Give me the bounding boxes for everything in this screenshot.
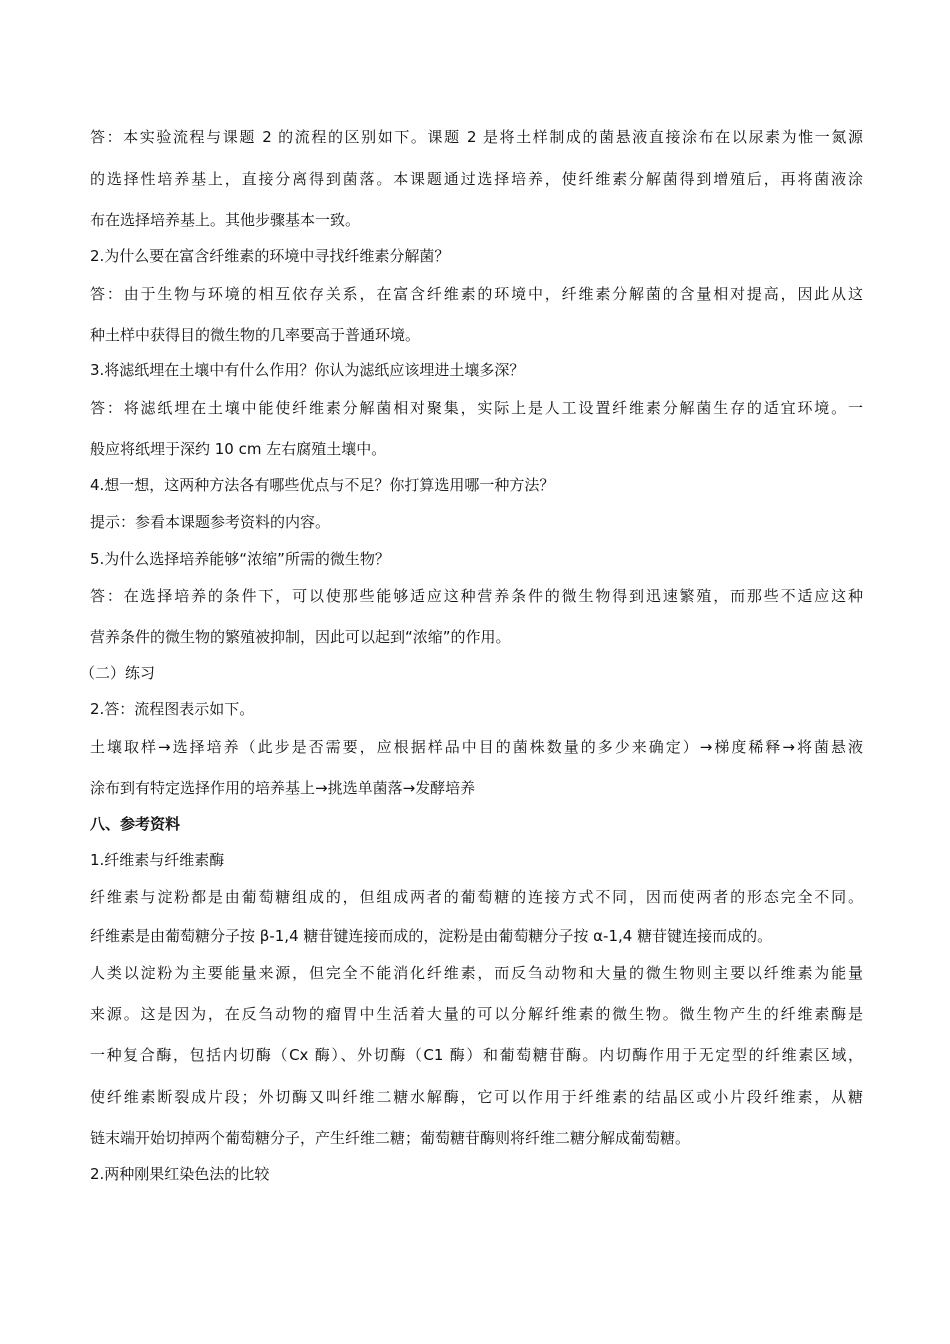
answer-3-line-2: 般应将纸埋于深约 10 cm 左右腐殖土壤中。: [90, 440, 387, 458]
reference-1-p2-line-4: 使纤维素断裂成片段；外切酶又叫纤维二糖水解酶，它可以作用于纤维素的结晶区或小片段纤维素，从糖: [90, 1088, 863, 1106]
answer-1-line-1: 答：本实验流程与课题 2 的流程的区别如下。课题 2 是将土样制成的菌悬液直接涂布在以尿素为惟一氮源: [90, 128, 863, 146]
reference-1-p2-line-2: 来源。这是因为，在反刍动物的瘤胃中生活着大量的可以分解纤维素的微生物。微生物产生的纤维素酶是: [90, 1005, 863, 1023]
reference-1-p2-line-5: 链末端开始切掉两个葡萄糖分子，产生纤维二糖；葡萄糖苷酶则将纤维二糖分解成葡萄糖。: [90, 1129, 691, 1147]
answer-2-line-1: 答：由于生物与环境的相互依存关系，在富含纤维素的环境中，纤维素分解菌的含量相对提高，因此从这: [90, 285, 863, 303]
question-4: 4.想一想，这两种方法各有哪些优点与不足？你打算选用哪一种方法？: [90, 476, 555, 494]
question-2: 2.为什么要在富含纤维素的环境中寻找纤维素分解菌？: [90, 247, 450, 265]
hint-4: 提示：参看本课题参考资料的内容。: [90, 513, 331, 531]
answer-5-line-1: 答：在选择培养的条件下，可以使那些能够适应这种营养条件的微生物得到迅速繁殖，而那些不适应这种: [90, 587, 863, 605]
practice-answer-2: 2.答：流程图表示如下。: [90, 700, 255, 718]
reference-1-p1-line-1: 纤维素与淀粉都是由葡萄糖组成的，但组成两者的葡萄糖的连接方式不同，因而使两者的形态完全不同。: [90, 888, 863, 906]
question-3: 3.将滤纸埋在土壤中有什么作用？你认为滤纸应该埋进土壤多深？: [90, 361, 525, 379]
reference-1-title: 1.纤维素与纤维素酶: [90, 851, 225, 869]
answer-1-line-2: 的选择性培养基上，直接分离得到菌落。本课题通过选择培养，使纤维素分解菌得到增殖后，再将菌液涂: [90, 170, 863, 188]
question-5: 5.为什么选择培养能够“浓缩”所需的微生物？: [90, 550, 390, 568]
answer-5-line-2: 营养条件的微生物的繁殖被抑制，因此可以起到“浓缩”的作用。: [90, 628, 511, 646]
section-practice-heading: （二）练习: [80, 664, 156, 682]
answer-1-line-3: 布在选择培养基上。其他步骤基本一致。: [90, 211, 361, 229]
reference-1-p1-line-2: 纤维素是由葡萄糖分子按 β-1,4 糖苷键连接而成的，淀粉是由葡萄糖分子按 α-1,4 糖苷键连接而成的。: [90, 927, 773, 945]
section-references-heading: 八、参考资料: [90, 815, 181, 833]
reference-2-title: 2.两种刚果红染色法的比较: [90, 1165, 270, 1183]
flow-line-2: 涂布到有特定选择作用的培养基上→挑选单菌落→发酵培养: [90, 779, 476, 797]
answer-3-line-1: 答：将滤纸埋在土壤中能使纤维素分解菌相对聚集，实际上是人工设置纤维素分解菌生存的适宜环境。一: [90, 399, 863, 417]
flow-line-1: 土壤取样→选择培养（此步是否需要，应根据样品中目的菌株数量的多少来确定）→梯度稀释→将菌悬液: [90, 738, 863, 756]
reference-1-p2-line-1: 人类以淀粉为主要能量来源，但完全不能消化纤维素，而反刍动物和大量的微生物则主要以纤维素为能量: [90, 964, 863, 982]
reference-1-p2-line-3: 一种复合酶，包括内切酶（Cx 酶）、外切酶（C1 酶）和葡萄糖苷酶。内切酶作用于无定型的纤维素区域，: [90, 1046, 863, 1064]
answer-2-line-2: 种土样中获得目的微生物的几率要高于普通环境。: [90, 326, 421, 344]
